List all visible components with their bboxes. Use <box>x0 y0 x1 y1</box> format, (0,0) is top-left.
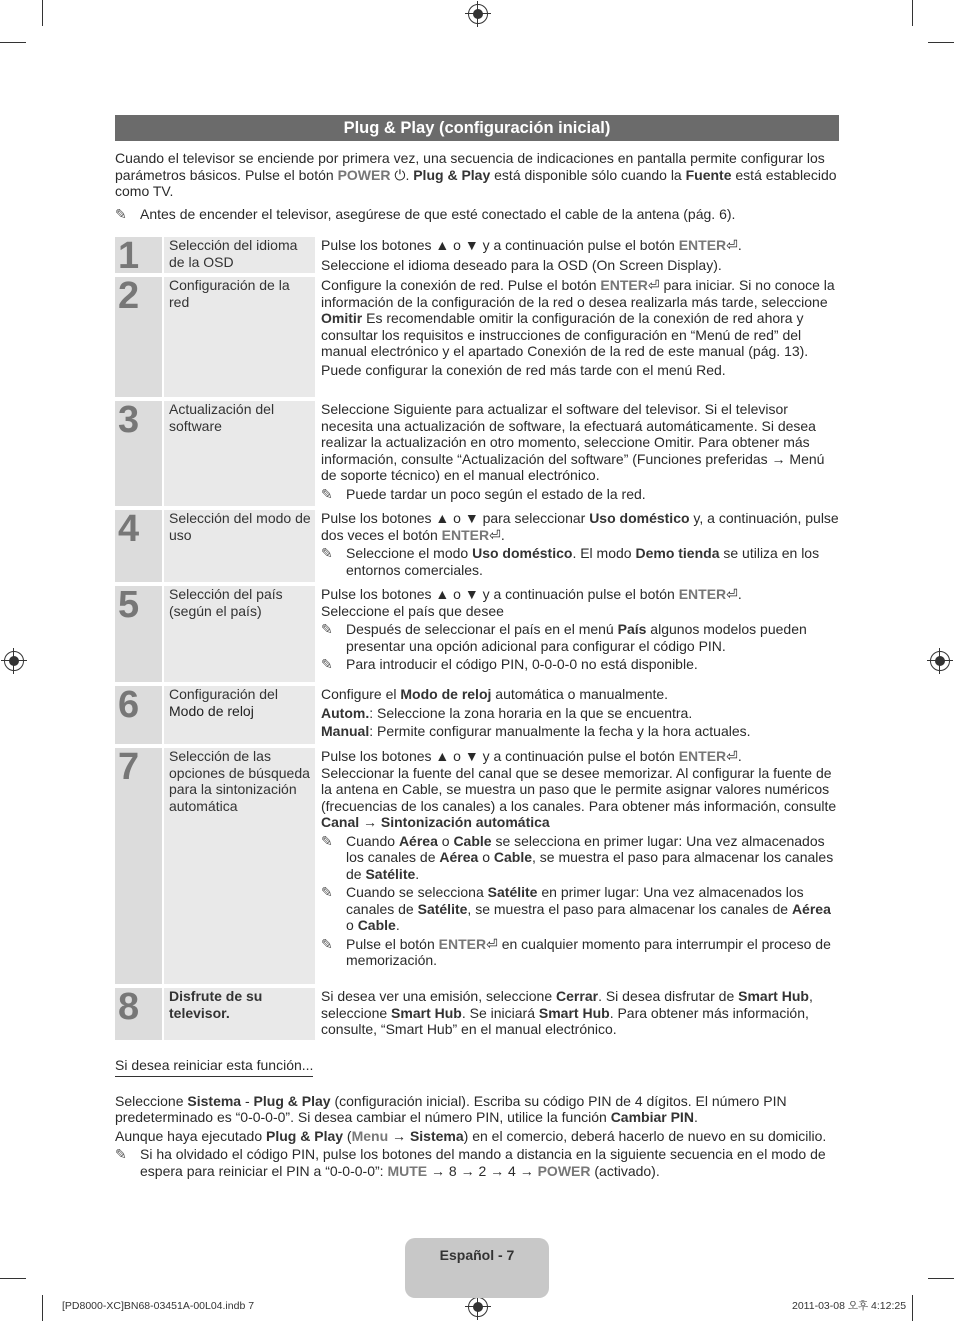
step-description: Pulse los botones ▲ o ▼ y a continuación pulse el botón ENTER⏎. Seleccione el país que desee ✎ Después de seleccionar el país en el menú País algunos modelos pueden presentar una opción adicional para configurar el código PIN. ✎ Para introducir el código PIN, 0-0-0-0 no está disponible. <box>321 586 807 672</box>
note-pencil-icon: ✎ <box>115 1146 127 1162</box>
step-number: 5 <box>115 586 162 682</box>
registration-mark-icon <box>468 1297 488 1317</box>
crop-mark <box>0 1278 26 1279</box>
note-pencil-icon: ✎ <box>321 832 333 849</box>
intro-note: ✎ Antes de encender el televisor, asegúrese de que esté conectado el cable de la antena (pág. 6). <box>115 205 736 222</box>
step-number: 1 <box>115 237 162 273</box>
section-title: Plug & Play (configuración inicial) <box>115 115 839 141</box>
crop-mark <box>42 1295 43 1321</box>
enter-icon: ⏎ <box>486 935 498 952</box>
crop-mark <box>928 42 954 43</box>
enter-icon: ⏎ <box>726 237 738 253</box>
reset-section: Si desea reiniciar esta función... Seleccione Sistema - Plug & Play (configuración inicial). Escriba su código PIN de 4 dígitos. El número PIN predeterminado es “0-0-0-0”. Si desea cambiar el número PIN, utilice la función Cambiar PIN. Aunque haya ejecutado Plug & Play (Menu → Sistema) en el comercio, deberá hacerlo de nuevo en su domicilio. ✎ Si ha olvidado el código PIN, pulse los botones del mando a distancia en la siguiente secuencia en el modo de espera para reiniciar el PIN a “0-0-0-0”: MUTE → 8 → 2 → 4 → POWER (activado). <box>115 1057 827 1179</box>
note-pencil-icon: ✎ <box>115 205 127 222</box>
step-description: Si desea ver una emisión, seleccione Cerrar. Si desea disfrutar de Smart Hub, seleccione Smart Hub. Se iniciará Smart Hub. Para obtener más información, consulte, “Smart Hub” en el manual electrónico. <box>321 988 813 1037</box>
step-label: Disfrute de su televisor. <box>164 988 315 1040</box>
page-number-tab: Español - 7 <box>405 1238 549 1298</box>
enter-icon: ⏎ <box>726 586 738 602</box>
step-number: 4 <box>115 510 162 582</box>
crop-mark <box>912 0 913 26</box>
step-label: Configuración del Modo de reloj <box>164 686 315 744</box>
step-row <box>115 686 839 744</box>
enter-icon: ⏎ <box>489 526 501 543</box>
file-slug: [PD8000-XC]BN68-03451A-00L04.indb 7 <box>62 1300 255 1312</box>
note-pencil-icon: ✎ <box>321 656 333 672</box>
step-label: Selección del idioma de la OSD <box>164 237 315 273</box>
step-row <box>115 277 839 397</box>
step-number: 6 <box>115 686 162 744</box>
step-row <box>115 235 839 277</box>
crop-mark <box>42 0 43 26</box>
registration-mark-icon <box>468 4 488 24</box>
note-pencil-icon: ✎ <box>321 884 333 900</box>
step-label: Configuración de la red <box>164 277 315 397</box>
step-row <box>115 510 839 582</box>
note-pencil-icon: ✎ <box>321 935 333 952</box>
step-description: Pulse los botones ▲ o ▼ y a continuación pulse el botón ENTER⏎. Seleccionar la fuente del canal que se desee memorizar. Al configurar la fuente de la antena en Cable, se muestra un paso que le permite asignar valores numéricos (frecuencias de los canales) a los canales. Para obtener más información, consulte Canal → Sintonización automática ✎ Cuando Aérea o Cable se selecciona en primer lugar: Una vez almacenados los canales de Aérea o Cable, se muestra el paso para almacenar los canales de Satélite. ✎ Cuando se selecciona Satélite en primer lugar: Una vez almacenados los canales de Satélite, se muestra el paso para almacenar los canales de Aérea o Cable. ✎ Pulse el botón ENTER⏎ en cualquier momento para interrumpir el proceso de memorización. <box>321 748 837 968</box>
intro-paragraph: Cuando el televisor se enciende por primera vez, una secuencia de indicaciones en pantalla permite configurar los parámetros básicos. Pulse el botón POWER ⏻. Plug & Play está disponible sólo cuando la Fuente está establecido como TV. ✎ Antes de encender el televisor, asegúrese de que esté conectado el cable de la antena (pág. 6). <box>115 150 839 222</box>
step-description: Configure el Modo de reloj automática o manualmente. Autom.: Seleccione la zona horaria en la que se encuentra. Manual: Permite configurar manualmente la fecha y la hora actuales. <box>321 686 751 739</box>
step-description: Configure la conexión de red. Pulse el botón ENTER⏎ para iniciar. Si no conoce la información de la configuración de la red o desea realizarla más tarde, seleccione Omitir Es recomendable omitir la configuración de la conexión de red ahora y consultar los requisitos e instrucciones de configuración en “Menú de red” del manual electrónico y el apartado Conexión de la red de este manual (pág. 13). Puede configurar la conexión de red más tarde con el menú Red. <box>321 277 835 378</box>
crop-mark <box>912 1295 913 1321</box>
steps-table <box>115 237 839 1044</box>
registration-mark-icon <box>4 651 24 671</box>
step-row <box>115 401 839 506</box>
crop-mark <box>928 1278 954 1279</box>
enter-icon: ⏎ <box>726 748 738 764</box>
step-label: Actualización del software <box>164 401 315 506</box>
enter-icon: ⏎ <box>647 277 660 293</box>
step-label: Selección de las opciones de búsqueda para la sintonización automática <box>164 748 315 984</box>
registration-mark-icon <box>930 651 950 671</box>
note-pencil-icon: ✎ <box>321 621 333 637</box>
step-row <box>115 748 839 984</box>
step-row <box>115 586 839 682</box>
print-timestamp: 2011-03-08 오후 4:12:25 <box>792 1300 907 1312</box>
step-description: Seleccione Siguiente para actualizar el software del televisor. Si el televisor necesita una actualización de software, la efectuará automáticamente. Si desea realizar la actualización en otro momento, seleccione Omitir. Para obtener más información, consulte “Actualización del software” (Funciones preferidas → Menú de soporte técnico) en el manual electrónico. ✎ Puede tardar un poco según el estado de la red. <box>321 401 825 502</box>
step-number: 3 <box>115 401 162 506</box>
step-description: Pulse los botones ▲ o ▼ para seleccionar Uso doméstico y, a continuación, pulse dos veces el botón ENTER⏎. ✎ Seleccione el modo Uso doméstico. El modo Demo tienda se utiliza en los entornos comerciales. <box>321 510 839 578</box>
reset-heading: Si desea reiniciar esta función... <box>115 1057 313 1077</box>
power-icon: ⏻ <box>394 166 406 183</box>
step-row <box>115 988 839 1040</box>
step-number: 2 <box>115 277 162 397</box>
step-label: Selección del modo de uso <box>164 510 315 582</box>
crop-mark <box>0 42 26 43</box>
step-label: Selección del país (según el país) <box>164 586 315 682</box>
note-pencil-icon: ✎ <box>321 485 333 502</box>
note-pencil-icon: ✎ <box>321 545 333 561</box>
step-number: 8 <box>115 988 162 1040</box>
step-number: 7 <box>115 748 162 984</box>
step-description: Pulse los botones ▲ o ▼ y a continuación pulse el botón ENTER⏎. Seleccione el idioma deseado para la OSD (On Screen Display). <box>321 237 742 273</box>
